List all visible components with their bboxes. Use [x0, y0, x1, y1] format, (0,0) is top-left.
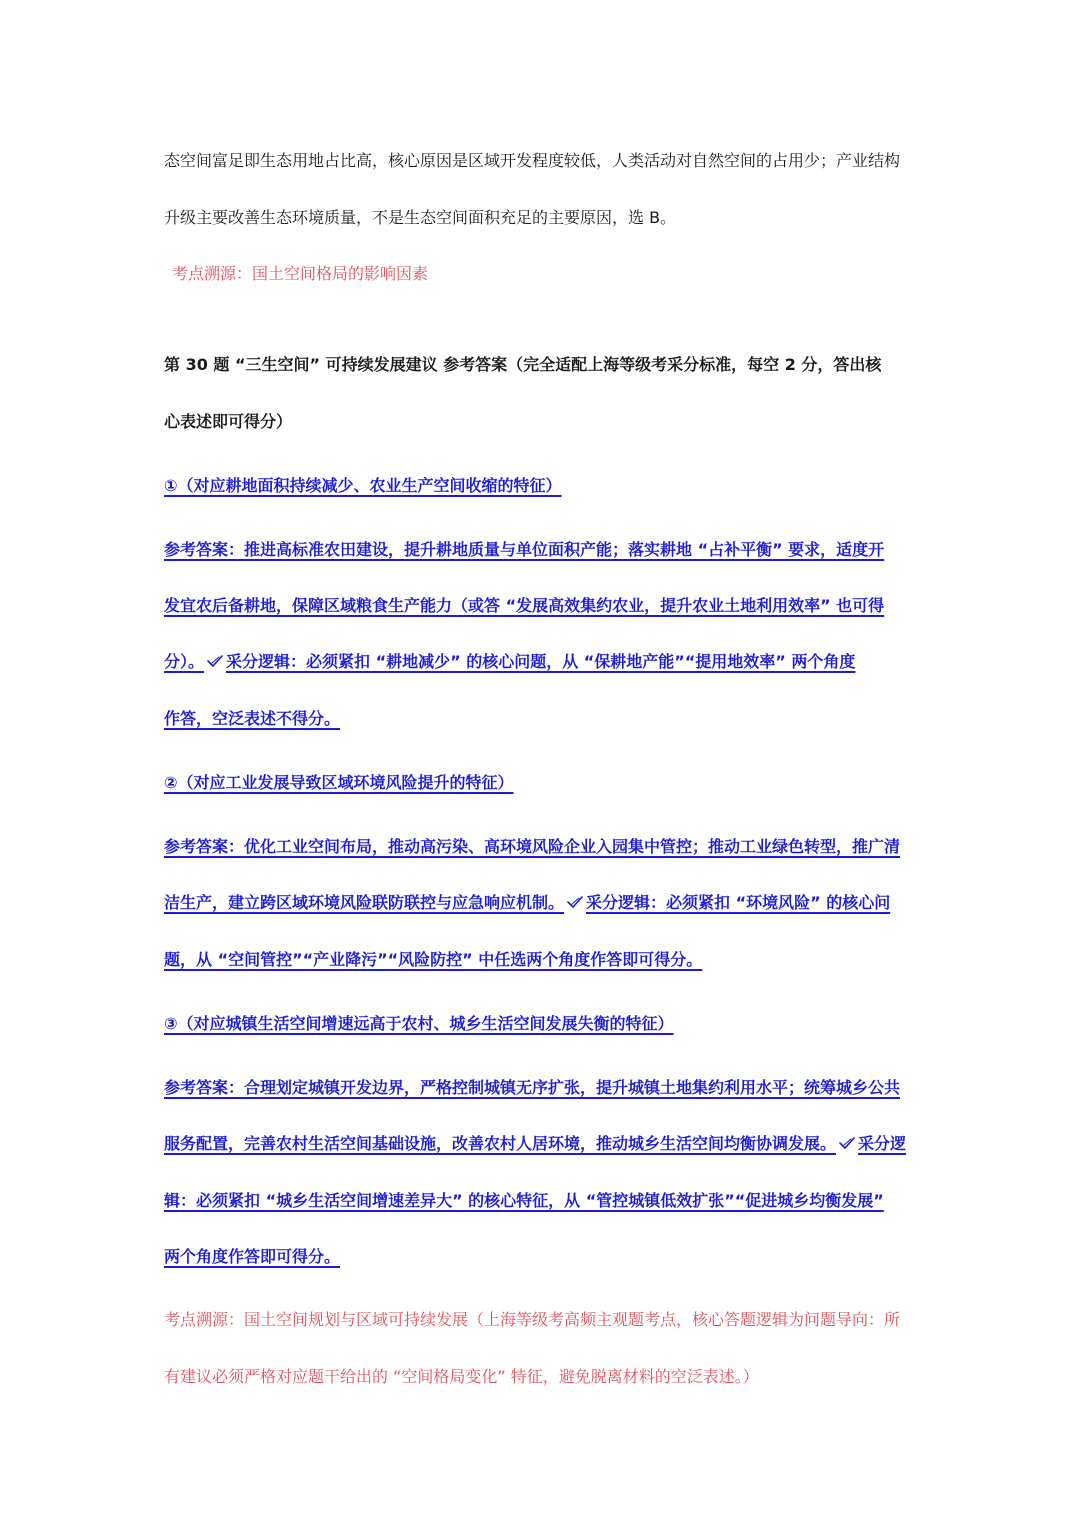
source-note-line-1: 考点溯源：国土空间规划与区域可持续发展（上海等级考高频主观题考点，核心答题逻辑为问题导向：所 — [164, 1310, 901, 1329]
item-2-line-3 — [164, 949, 924, 971]
check-icon — [838, 1136, 856, 1150]
prev-explanation-line-1: 态空间富足即生态用地占比高，核心原因是区域开发程度较低，人类活动对自然空间的占用少；产业结构 — [164, 151, 901, 170]
item-3-line-3-text: 辑：必须紧扣 “城乡生活空间增速差异大” 的核心特征，从 “管控城镇低效扩张”“促进城乡均衡发展” — [164, 1191, 884, 1210]
item-3-heading — [164, 1013, 924, 1035]
prev-source-note: 考点溯源：国土空间格局的影响因素 — [172, 264, 429, 283]
item-1-line-4 — [164, 708, 924, 730]
item-3-line-2a-text: 服务配置，完善农村生活空间基础设施，改善农村人居环境，推动城乡生活空间均衡协调发展。 — [164, 1134, 837, 1153]
item-3-line-1 — [164, 1077, 924, 1099]
item-3-line-2b-text: 采分逻 — [858, 1134, 907, 1153]
check-icon — [206, 654, 224, 668]
item-1-heading — [164, 475, 924, 497]
item-1-line-2-text: 发宜农后备耕地，保障区域粮食生产能力（或答 “发展高效集约农业，提升农业土地利用效率” 也可得 — [164, 596, 885, 615]
check-icon — [566, 895, 584, 909]
prev-explanation-line-2: 升级主要改善生态环境质量，不是生态空间面积充足的主要原因，选 B。 — [164, 208, 677, 227]
item-2-heading-text: ②（对应工业发展导致区域环境风险提升的特征） — [164, 773, 514, 792]
item-2-heading — [164, 772, 924, 794]
item-3-line-4-text: 两个角度作答即可得分。 — [164, 1247, 341, 1266]
item-1-heading-text: ①（对应耕地面积持续减少、农业生产空间收缩的特征） — [164, 476, 562, 495]
item-2-line-2b-text: 采分逻辑：必须紧扣 “环境风险” 的核心问 — [586, 893, 891, 912]
item-3-line-2 — [164, 1133, 924, 1155]
item-1-line-3 — [164, 651, 924, 673]
item-1-line-1 — [164, 539, 924, 561]
item-3-line-4 — [164, 1246, 924, 1268]
item-2-line-1 — [164, 836, 924, 858]
item-3-line-1-text: 参考答案：合理划定城镇开发边界，严格控制城镇无序扩张，提升城镇土地集约利用水平；统筹城乡公共 — [164, 1078, 901, 1097]
item-1-line-3b-text: 采分逻辑：必须紧扣 “耕地减少” 的核心问题，从 “保耕地产能”“提用地效率” 两个角度 — [226, 652, 856, 671]
source-note-line-2: 有建议必须严格对应题干给出的 “空间格局变化” 特征，避免脱离材料的空泛表述。） — [164, 1367, 759, 1386]
question-title-line-2: 心表述即可得分） — [164, 412, 293, 431]
item-2-line-2 — [164, 892, 924, 914]
item-2-line-1-text: 参考答案：优化工业空间布局，推动高污染、高环境风险企业入园集中管控；推动工业绿色转型，推广清 — [164, 837, 901, 856]
question-title-line-1: 第 30 题 “三生空间” 可持续发展建议 参考答案（完全适配上海等级考采分标准，每空 2 分，答出核 — [164, 355, 882, 374]
item-3-line-3 — [164, 1190, 924, 1212]
item-1-line-2 — [164, 595, 924, 617]
item-1-line-3a-text: 分）。 — [164, 652, 205, 671]
item-1-line-1-text: 参考答案：推进高标准农田建设，提升耕地质量与单位面积产能；落实耕地 “占补平衡” 要求，适度开 — [164, 540, 885, 559]
item-3-heading-text: ③（对应城镇生活空间增速远高于农村、城乡生活空间发展失衡的特征） — [164, 1014, 674, 1033]
item-2-line-2a-text: 洁生产，建立跨区域环境风险联防联控与应急响应机制。 — [164, 893, 565, 912]
item-1-line-4-text: 作答，空泛表述不得分。 — [164, 709, 341, 728]
item-2-line-3-text: 题，从 “空间管控”“产业降污”“风险防控” 中任选两个角度作答即可得分。 — [164, 950, 703, 969]
